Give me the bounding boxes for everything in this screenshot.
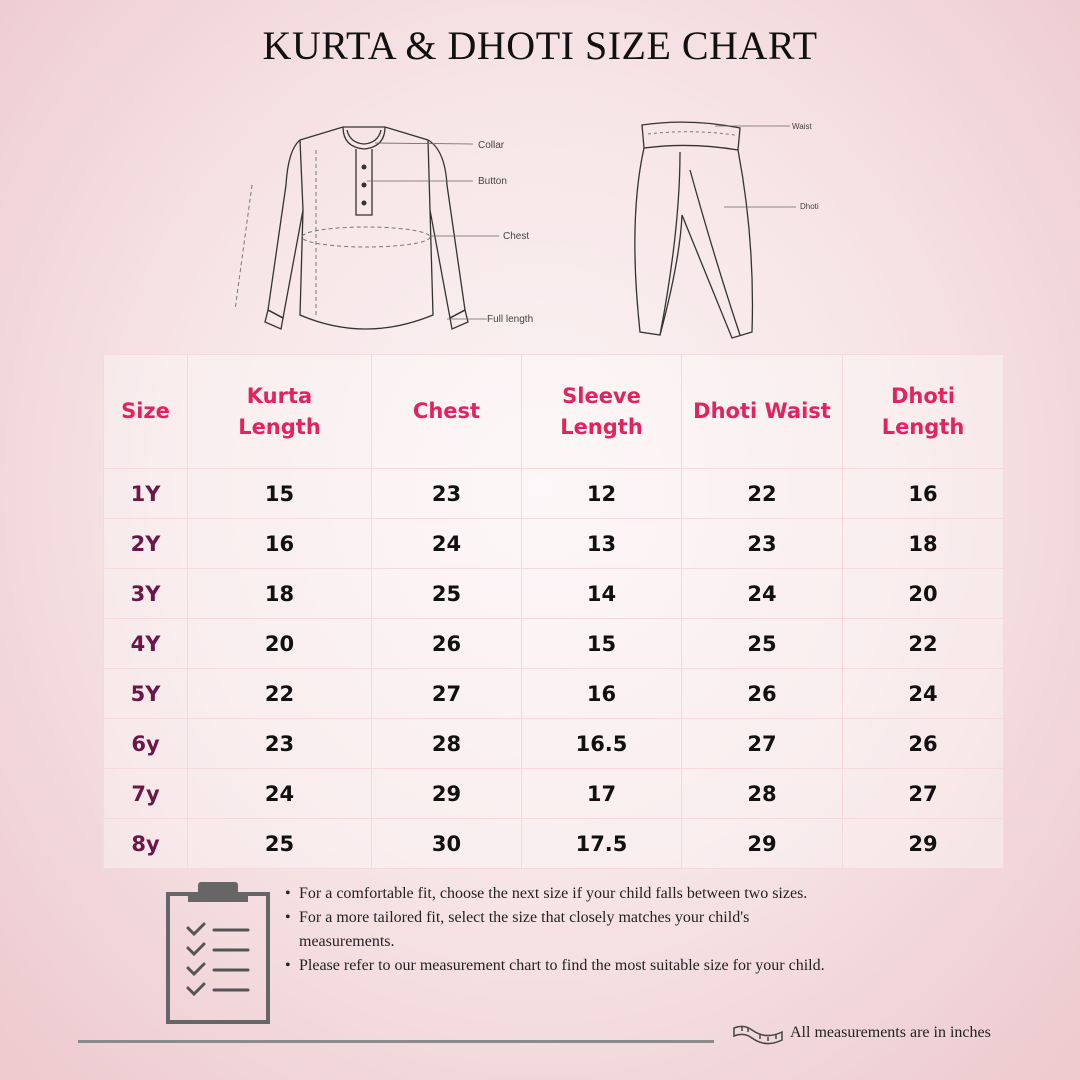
value-cell: 17 <box>522 769 682 819</box>
value-cell: 28 <box>372 719 522 769</box>
label-full-length: Full length <box>487 314 534 325</box>
value-cell: 26 <box>372 619 522 669</box>
page-title: KURTA & DHOTI SIZE CHART <box>262 23 818 68</box>
value-cell: 29 <box>682 819 843 869</box>
value-cell: 27 <box>682 719 843 769</box>
header-sleeve-length: Sleeve Length <box>522 355 682 469</box>
measuring-tape-icon <box>732 1022 784 1054</box>
notes-list <box>285 882 845 978</box>
kurta-diagram <box>225 115 545 345</box>
size-cell: 6y <box>104 719 188 769</box>
value-cell: 18 <box>188 569 372 619</box>
label-chest: Chest <box>503 231 530 242</box>
value-cell: 16 <box>843 469 1004 519</box>
value-cell: 25 <box>682 619 843 669</box>
table-row <box>104 719 1004 769</box>
size-cell: 3Y <box>104 569 188 619</box>
note-item: • For a comfortable fit, choose the next size if your child falls between two sizes. <box>285 882 845 906</box>
value-cell: 15 <box>188 469 372 519</box>
label-dhoti: Dhoti <box>800 202 819 211</box>
value-cell: 20 <box>188 619 372 669</box>
size-cell: 4Y <box>104 619 188 669</box>
label-collar: Collar <box>478 140 505 151</box>
table-row <box>104 769 1004 819</box>
bullet: • <box>285 885 291 902</box>
value-cell: 29 <box>843 819 1004 869</box>
value-cell: 28 <box>682 769 843 819</box>
value-cell: 26 <box>843 719 1004 769</box>
header-chest: Chest <box>372 355 522 469</box>
size-cell: 8y <box>104 819 188 869</box>
value-cell: 12 <box>522 469 682 519</box>
footer-divider <box>78 1040 714 1043</box>
value-cell: 27 <box>372 669 522 719</box>
dhoti-diagram <box>620 110 840 345</box>
header-size: Size <box>104 355 188 469</box>
value-cell: 26 <box>682 669 843 719</box>
value-cell: 24 <box>372 519 522 569</box>
table-row <box>104 569 1004 619</box>
value-cell: 16 <box>188 519 372 569</box>
table-row <box>104 669 1004 719</box>
table-row <box>104 619 1004 669</box>
footnote-units: All measurements are in inches <box>790 1024 991 1041</box>
value-cell: 15 <box>522 619 682 669</box>
size-cell: 7y <box>104 769 188 819</box>
value-cell: 23 <box>372 469 522 519</box>
value-cell: 22 <box>682 469 843 519</box>
clipboard-checklist-icon <box>164 880 274 1030</box>
table-row <box>104 469 1004 519</box>
label-waist: Waist <box>792 122 812 131</box>
value-cell: 23 <box>682 519 843 569</box>
note-item: • Please refer to our measurement chart to find the most suitable size for your child. <box>285 954 845 978</box>
value-cell: 17.5 <box>522 819 682 869</box>
value-cell: 22 <box>843 619 1004 669</box>
value-cell: 13 <box>522 519 682 569</box>
value-cell: 14 <box>522 569 682 619</box>
value-cell: 30 <box>372 819 522 869</box>
value-cell: 24 <box>188 769 372 819</box>
value-cell: 16.5 <box>522 719 682 769</box>
value-cell: 24 <box>843 669 1004 719</box>
size-table <box>103 354 1003 869</box>
header-dhoti-length: Dhoti Length <box>843 355 1004 469</box>
value-cell: 25 <box>372 569 522 619</box>
value-cell: 20 <box>843 569 1004 619</box>
size-cell: 2Y <box>104 519 188 569</box>
value-cell: 29 <box>372 769 522 819</box>
value-cell: 23 <box>188 719 372 769</box>
header-kurta-length: Kurta Length <box>188 355 372 469</box>
bullet: • <box>285 957 291 974</box>
value-cell: 16 <box>522 669 682 719</box>
note-item: • For a more tailored fit, select the size that closely matches your child's measurements. <box>285 906 845 954</box>
value-cell: 24 <box>682 569 843 619</box>
label-button: Button <box>478 176 507 187</box>
size-cell: 5Y <box>104 669 188 719</box>
value-cell: 22 <box>188 669 372 719</box>
header-dhoti-waist: Dhoti Waist <box>682 355 843 469</box>
value-cell: 27 <box>843 769 1004 819</box>
value-cell: 18 <box>843 519 1004 569</box>
table-row <box>104 519 1004 569</box>
table-row <box>104 819 1004 869</box>
size-cell: 1Y <box>104 469 188 519</box>
table-header-row <box>104 355 1004 469</box>
value-cell: 25 <box>188 819 372 869</box>
bullet: • <box>285 909 291 926</box>
